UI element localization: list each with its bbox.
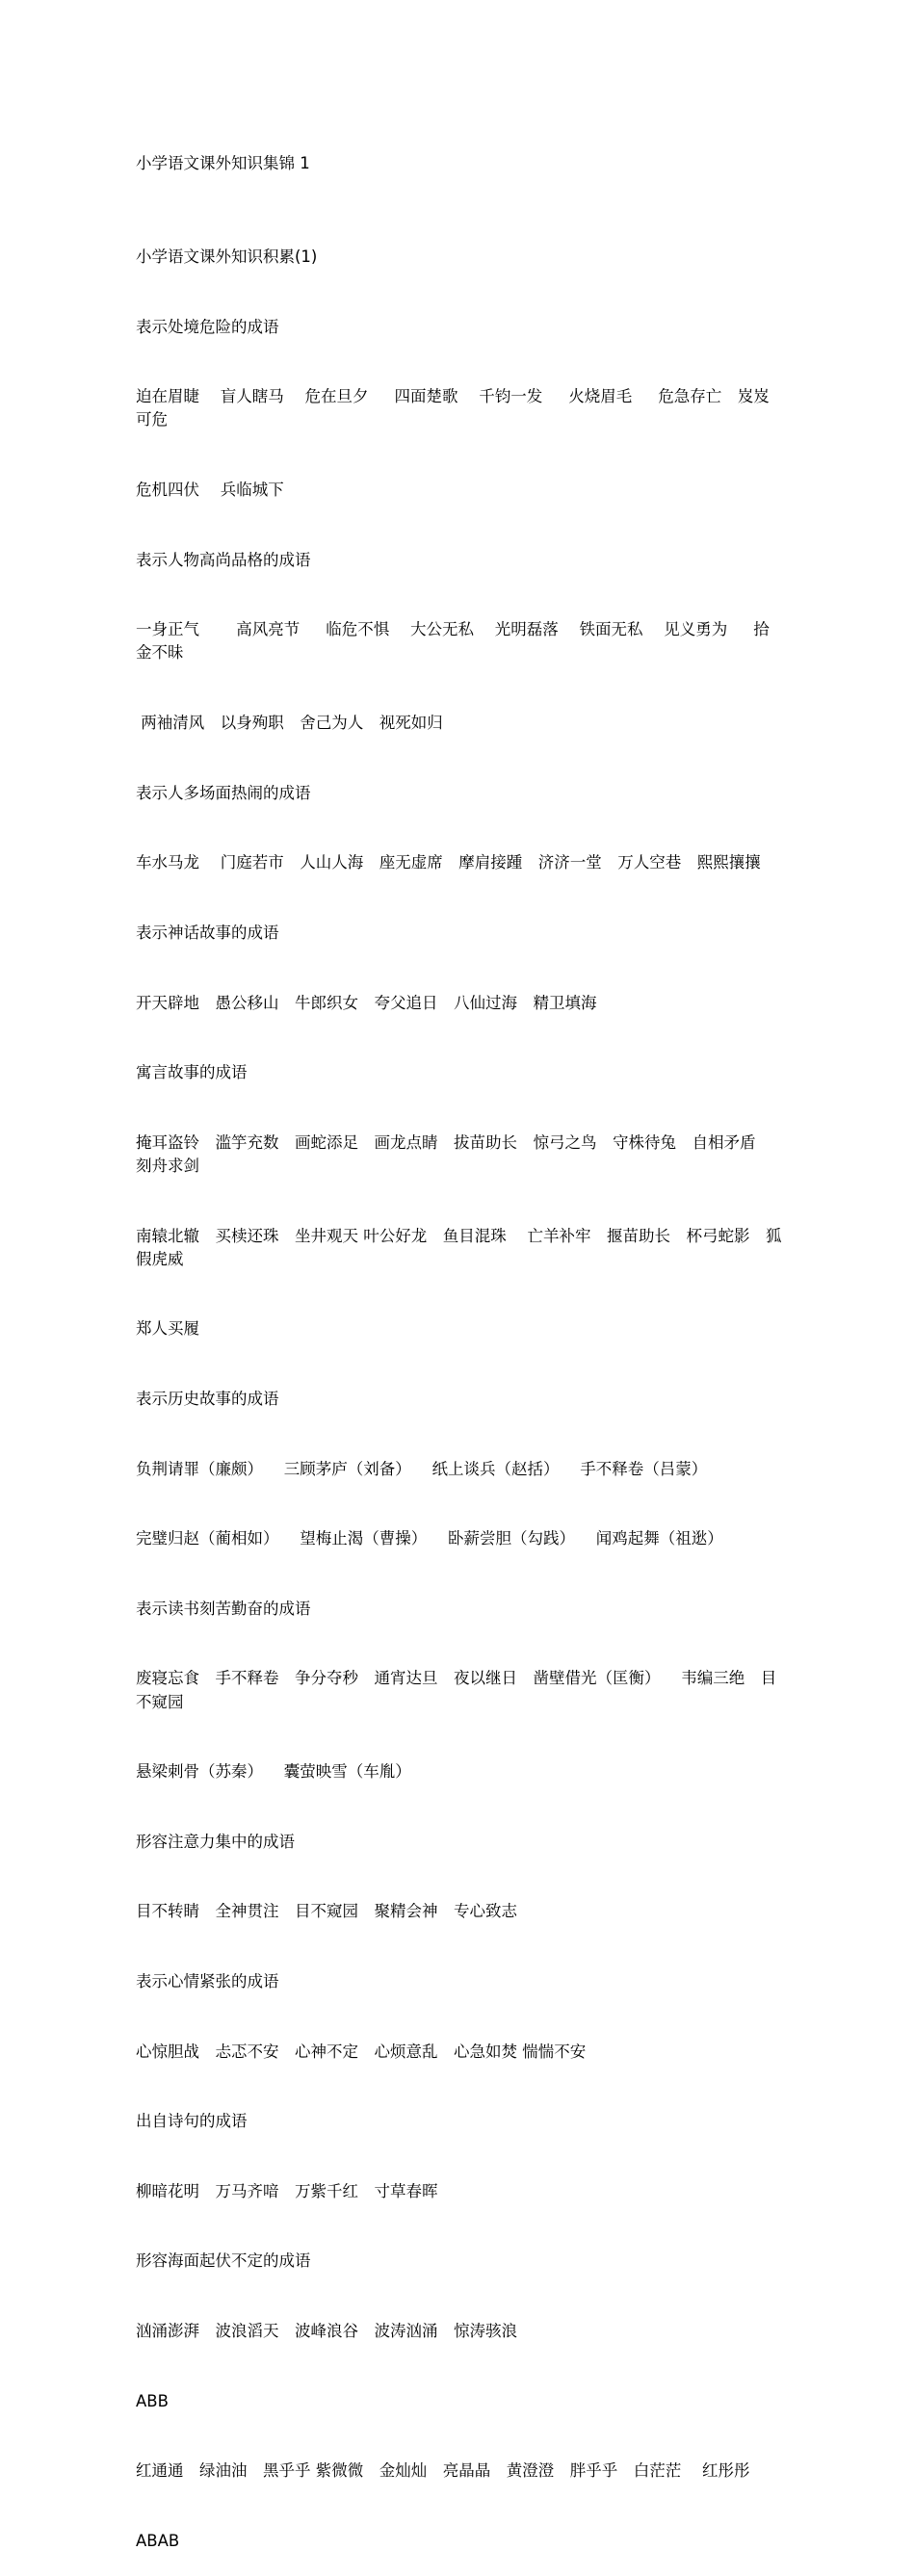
idiom-list: 负荆请罪（廉颇） 三顾茅庐（刘备） 纸上谈兵（赵括） 手不释卷（吕蒙） (136, 1459, 708, 1478)
section-heading: 小学语文课外知识积累(1) (136, 247, 318, 267)
category-heading: 表示心情紧张的成语 (136, 1972, 279, 1991)
pattern-heading: ABB (136, 2391, 169, 2410)
word-list: 红通通 绿油油 黑乎乎 紫微微 金灿灿 亮晶晶 黄澄澄 胖乎乎 白茫茫 红彤彤 (136, 2461, 750, 2481)
idiom-list: 废寝忘食 手不释卷 争分夺秒 通宵达旦 夜以继日 凿壁借光（匡衡） 韦编三绝 目不窥园 (136, 1669, 777, 1711)
document-page (136, 106, 783, 2576)
idiom-list: 南辕北辙 买椟还珠 坐井观天 叶公好龙 鱼目混珠 亡羊补牢 揠苗助长 杯弓蛇影 狐假虎威 (136, 1226, 782, 1268)
category-heading: 表示神话故事的成语 (136, 923, 279, 942)
idiom-list: 迫在眉睫 盲人瞎马 危在旦夕 四面楚歌 千钧一发 火烧眉毛 危急存亡 岌岌可危 (136, 387, 770, 429)
idiom-list: 目不转睛 全神贯注 目不窥园 聚精会神 专心致志 (136, 1902, 517, 1921)
idiom-list: 柳暗花明 万马齐喑 万紫千红 寸草春晖 (136, 2181, 438, 2200)
category-heading: 表示读书刻苦勤奋的成语 (136, 1599, 311, 1618)
idiom-list: 两袖清风 以身殉职 舍己为人 视死如归 (136, 714, 443, 733)
category-heading: 形容注意力集中的成语 (136, 1832, 295, 1851)
idiom-list: 心惊胆战 忐忑不安 心神不定 心烦意乱 心急如焚 惴惴不安 (136, 2042, 587, 2061)
idiom-list: 悬梁刺骨（苏秦） 囊萤映雪（车胤） (136, 1762, 411, 1782)
idiom-list: 危机四伏 兵临城下 (136, 481, 284, 500)
pattern-heading: ABAB (136, 2531, 180, 2550)
idiom-list: 车水马龙 门庭若市 人山人海 座无虚席 摩肩接踵 济济一堂 万人空巷 熙熙攘攘 (136, 853, 761, 872)
idiom-list: 汹涌澎湃 波浪滔天 波峰浪谷 波涛汹涌 惊涛骇浪 (136, 2322, 517, 2341)
category-heading: 出自诗句的成语 (136, 2112, 248, 2131)
idiom-list: 开天辟地 愚公移山 牛郎织女 夸父追日 八仙过海 精卫填海 (136, 993, 597, 1012)
category-heading: 表示处境危险的成语 (136, 317, 279, 336)
category-heading: 寓言故事的成语 (136, 1063, 248, 1082)
idiom-list: 完璧归赵（蔺相如） 望梅止渴（曹操） 卧薪尝胆（勾践） 闻鸡起舞（祖逖） (136, 1529, 723, 1548)
idiom-list: 一身正气 高风亮节 临危不惧 大公无私 光明磊落 铁面无私 见义勇为 拾金不昧 (136, 620, 770, 663)
idiom-list: 郑人买履 (136, 1319, 199, 1339)
category-heading: 表示人多场面热闹的成语 (136, 783, 311, 802)
category-heading: 形容海面起伏不定的成语 (136, 2251, 311, 2271)
category-heading: 表示人物高尚品格的成语 (136, 550, 311, 569)
document-title: 小学语文课外知识集锦 1 (136, 154, 310, 173)
idiom-list: 掩耳盗铃 滥竽充数 画蛇添足 画龙点睛 拔苗助长 惊弓之鸟 守株待兔 自相矛盾 刻舟求剑 (136, 1132, 771, 1175)
category-heading: 表示历史故事的成语 (136, 1389, 279, 1408)
